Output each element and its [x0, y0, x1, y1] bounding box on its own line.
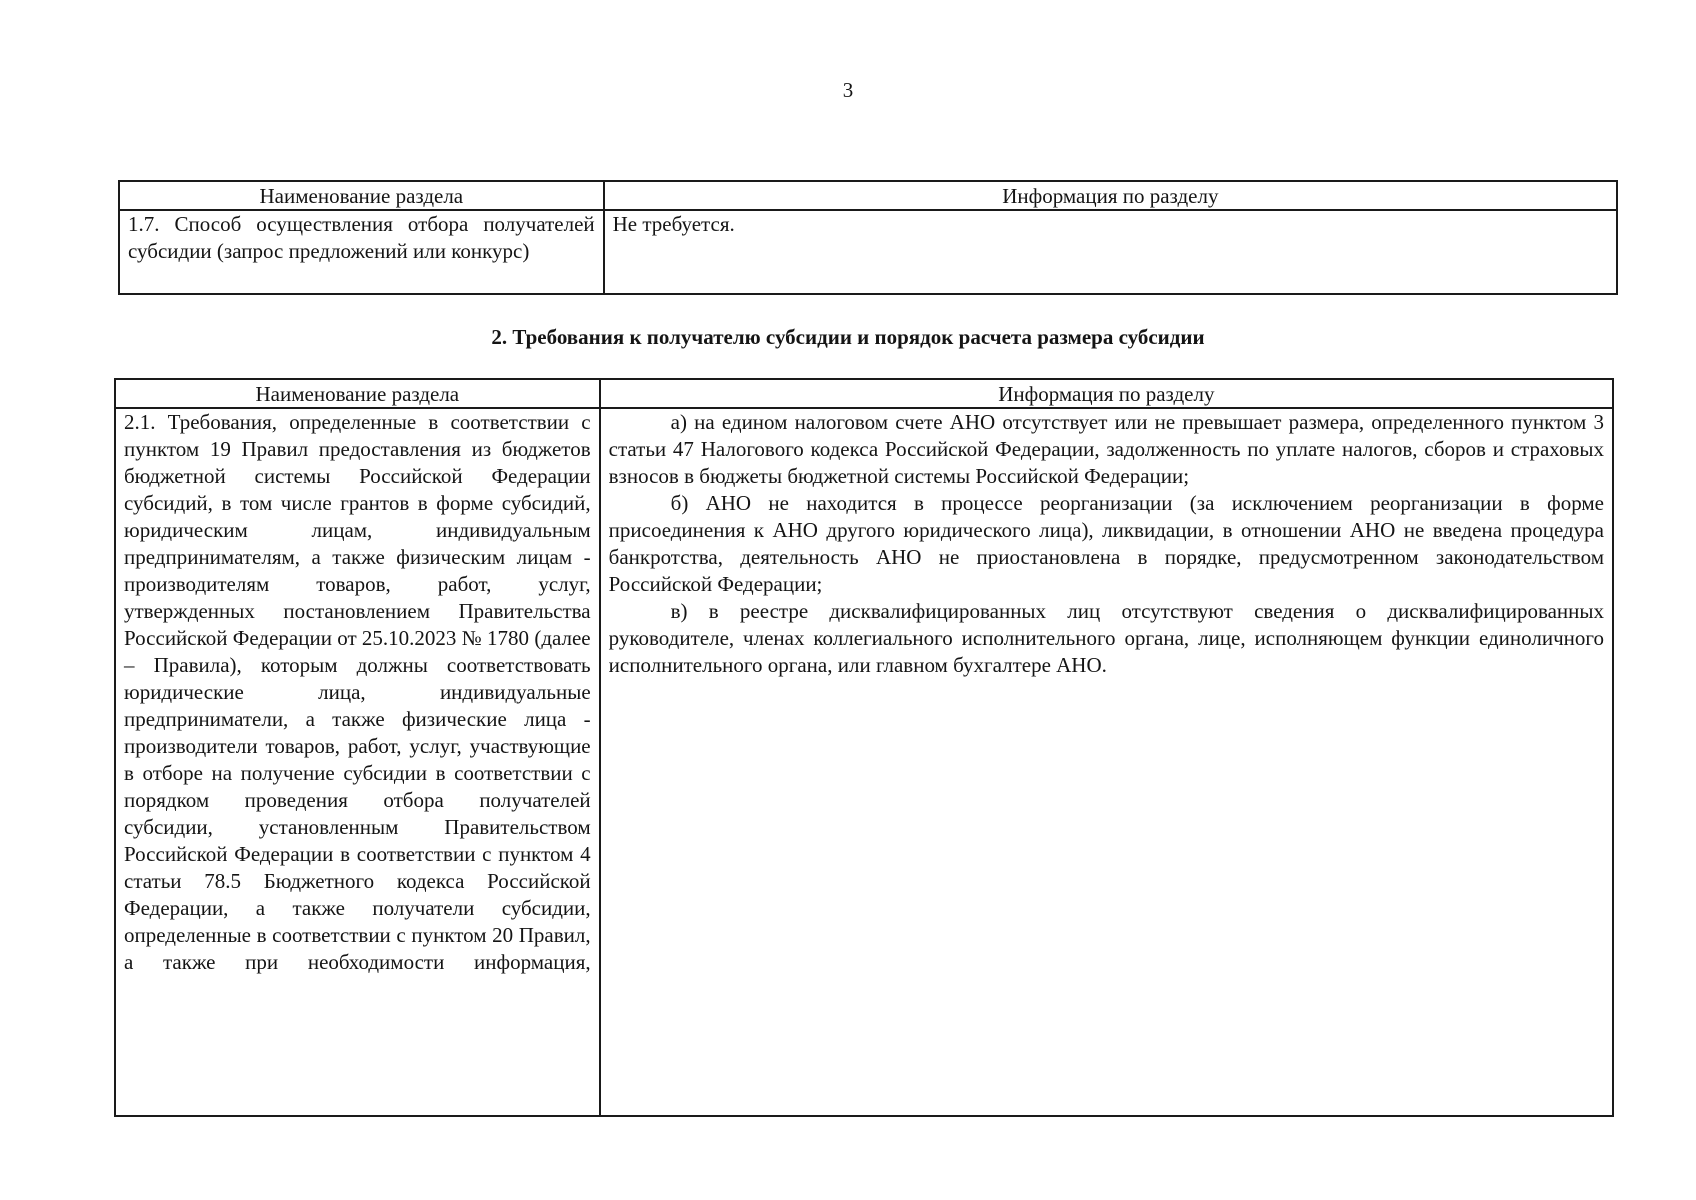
section-1-table [118, 180, 1618, 295]
requirement-item-a: а) на едином налоговом счете АНО отсутствует или не превышает размера, определенного пунктом 3 статьи 47 Налогового кодекса Российской Федерации, задолженность по уплате налогов, сборов и страховых взносов в бюджеты бюджетной системы Российской Федерации; [608, 410, 1604, 488]
table-header-row [119, 181, 1617, 210]
header-section-info: Информация по разделу [604, 181, 1617, 210]
row-section-info: Не требуется. [604, 210, 1617, 294]
section-heading: 2. Требования к получателю субсидии и порядок расчета размера субсидии [491, 325, 1205, 349]
header-section-name: Наименование раздела [119, 181, 604, 210]
row-section-name: 1.7. Способ осуществления отбора получателей субсидии (запрос предложений или конкурс) [119, 210, 604, 294]
table-row [115, 408, 1613, 1116]
header-section-name: Наименование раздела [115, 379, 600, 408]
header-section-info: Информация по разделу [600, 379, 1613, 408]
page-number: 3 [842, 78, 854, 102]
table-row [119, 210, 1617, 294]
table-header-row [115, 379, 1613, 408]
section-2-table [114, 378, 1614, 1117]
row-section-name: 2.1. Требования, определенные в соответствии с пунктом 19 Правил предоставления из бюджетов бюджетной системы Российской Федерации субсидий, в том числе грантов в форме субсидий, юридическим лицам, индивидуальным предпринимателям, а также физическим лицам - производителям товаров, работ, услуг, утвержденных постановлением Правительства Российской Федерации от 25.10.2023 № 1780 (далее – Правила), которым должны соответствовать юридические лица, индивидуальные предприниматели, а также физические лица - производители товаров, работ, услуг, участвующие в отборе на получение субсидии в соответствии с порядком проведения отбора получателей субсидии, установленным Правительством Российской Федерации в соответствии с пунктом 4 статьи 78.5 Бюджетного кодекса Российской Федерации, а также получатели субсидии, определенные в соответствии с пунктом 20 Правил, а также при необходимости информация, [115, 408, 600, 1116]
requirement-item-c: в) в реестре дисквалифицированных лиц отсутствуют сведения о дисквалифицированных руководителе, членах коллегиального исполнительного органа, лице, исполняющем функции единоличного исполнительного органа, или главном бухгалтере АНО. [608, 599, 1604, 677]
requirement-item-b: б) АНО не находится в процессе реорганизации (за исключением реорганизации в форме присоединения к АНО другого юридического лица), ликвидации, в отношении АНО не введена процедура банкротства, деятельность АНО не приостановлена в порядке, предусмотренном законодательством Российской Федерации; [608, 491, 1604, 596]
row-section-info [600, 408, 1613, 1116]
